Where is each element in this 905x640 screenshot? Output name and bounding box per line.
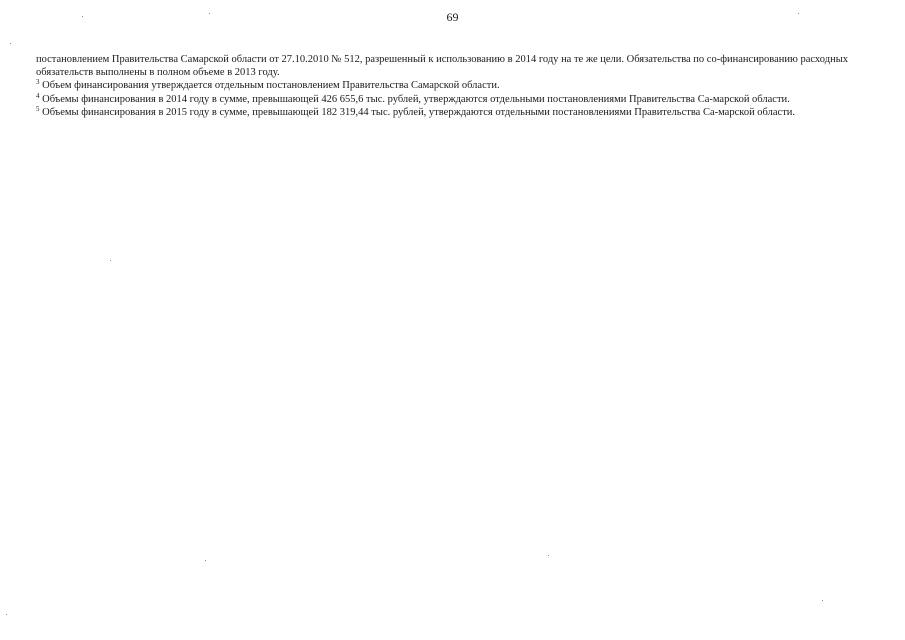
page-number: 69 xyxy=(446,10,459,24)
footnote-text: постановлением Правительства Самарской области от 27.10.2010 № 512, разрешенный к использованию в 2014 году на те же цели. Обязательства по со-финансированию расходных обязательств выполнены в полном объеме в 2013 году. xyxy=(36,54,848,79)
footnote-marker: 5 xyxy=(36,104,40,113)
scan-speck xyxy=(205,560,206,561)
footnote-text: Объемы финансирования в 2015 году в сумме, превышающей 182 319,44 тыс. рублей, утверждаются отдельными постановлениями Правительства Са-марской области. xyxy=(42,106,796,118)
footnote-text: Объемы финансирования в 2014 году в сумме, превышающей 426 655,6 тыс. рублей, утверждаются отдельными постановлениями Правительства Са-марской области. xyxy=(42,93,790,105)
scan-speck xyxy=(6,614,7,615)
scan-speck xyxy=(110,260,111,261)
footnote-marker: 3 xyxy=(36,78,40,87)
footnote-4 xyxy=(36,93,848,106)
scan-speck xyxy=(822,600,823,601)
scan-speck xyxy=(10,43,11,44)
scan-speck xyxy=(548,555,549,556)
footnote-3 xyxy=(36,79,848,92)
scan-speck xyxy=(82,16,83,17)
footnotes-block xyxy=(36,53,848,119)
scan-speck xyxy=(209,13,210,14)
scan-speck xyxy=(798,13,799,14)
footnote-marker: 4 xyxy=(36,91,40,100)
footnote-continuation xyxy=(36,53,848,79)
footnote-5 xyxy=(36,106,848,119)
footnote-text: Объем финансирования утверждается отдельным постановлением Правительства Самарской области. xyxy=(42,80,500,92)
